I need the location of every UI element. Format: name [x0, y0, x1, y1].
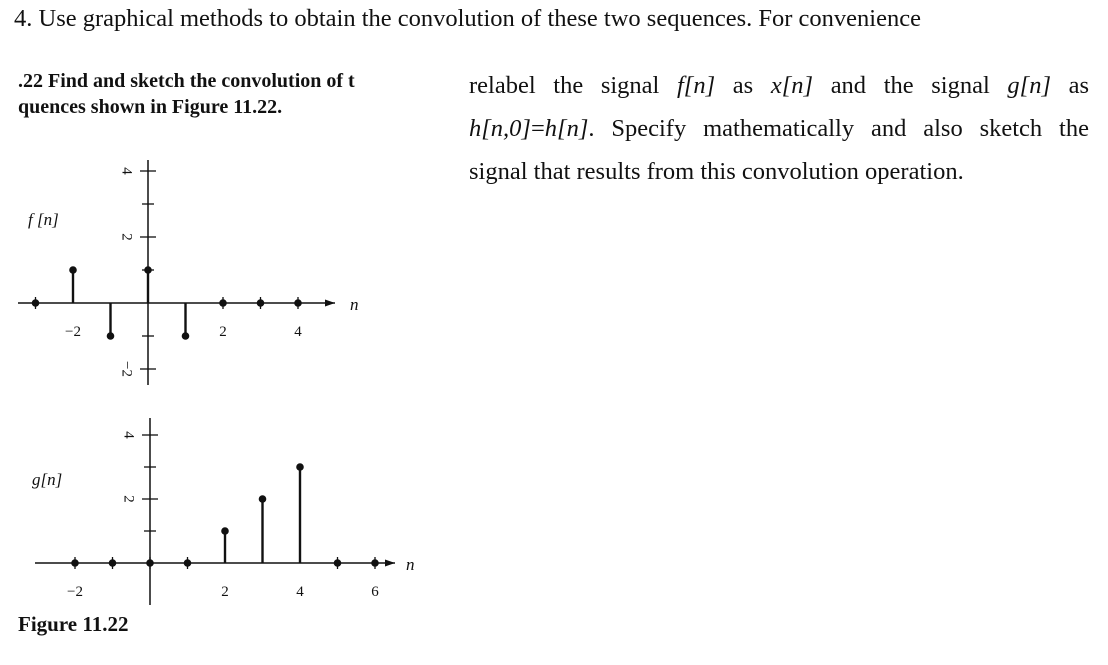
stem-point	[371, 559, 379, 567]
math-f: f[n]	[677, 72, 716, 99]
exercise-header: 4. Use graphical methods to obtain the convolution of these two sequences. For convenience	[14, 5, 921, 32]
y-axis-label: f [n]	[28, 210, 59, 229]
instruction-paragraph	[469, 64, 1089, 193]
stem-point	[107, 332, 115, 340]
x-tick-label: 4	[294, 324, 302, 340]
text-fragment: as	[732, 72, 754, 99]
problem-number: .22	[18, 70, 43, 92]
stem-point	[221, 527, 229, 535]
x-tick-label: 2	[219, 324, 227, 340]
x-tick-label: 4	[296, 584, 304, 600]
stem-point	[182, 332, 190, 340]
problem-text-1: Find and sketch the convolution of t	[48, 70, 355, 92]
stem-point	[334, 559, 342, 567]
x-tick-label: −2	[65, 324, 81, 340]
stem-point	[69, 266, 77, 274]
x-tick-label: 6	[371, 584, 379, 600]
stem-point	[294, 299, 302, 307]
text-fragment: relabel the signal	[469, 72, 660, 99]
stem-plots	[0, 0, 460, 610]
stem-point	[259, 495, 267, 503]
text-fragment: as	[1068, 72, 1090, 99]
stem-point	[146, 559, 154, 567]
x-tick-label: −2	[67, 584, 83, 600]
math-h-n-0: h[n,0]	[469, 115, 531, 142]
y-tick-label: 4	[120, 431, 137, 439]
stem-point	[71, 559, 79, 567]
stem-point	[257, 299, 265, 307]
y-tick-label: 4	[118, 167, 135, 175]
stem-point	[32, 299, 40, 307]
x-axis-label: n	[406, 555, 415, 574]
stem-point	[296, 463, 304, 471]
figure-caption: Figure 11.22	[18, 612, 129, 636]
y-tick-label: 2	[118, 233, 135, 241]
x-axis-label: n	[350, 295, 359, 314]
math-x: x[n]	[770, 72, 814, 99]
stem-point	[184, 559, 192, 567]
stem-point	[144, 266, 152, 274]
text-fragment: and the signal	[830, 72, 990, 99]
math-equals: =	[530, 115, 545, 142]
text-fragment: . Specify mathematically and also sketch the signal that results from this convolution operation.	[469, 115, 1089, 185]
y-tick-label: 2	[120, 495, 137, 503]
problem-line-2: quences shown in Figure 11.22.	[18, 96, 283, 118]
y-axis-label: g[n]	[32, 470, 63, 489]
stem-point	[109, 559, 117, 567]
stem-point	[219, 299, 227, 307]
math-h: h[n]	[544, 115, 589, 142]
y-tick-label: −2	[118, 361, 135, 377]
x-axis-arrow-icon	[325, 300, 335, 307]
x-axis-arrow-icon	[385, 560, 395, 567]
math-g: g[n]	[1007, 72, 1051, 99]
x-tick-label: 2	[221, 584, 229, 600]
